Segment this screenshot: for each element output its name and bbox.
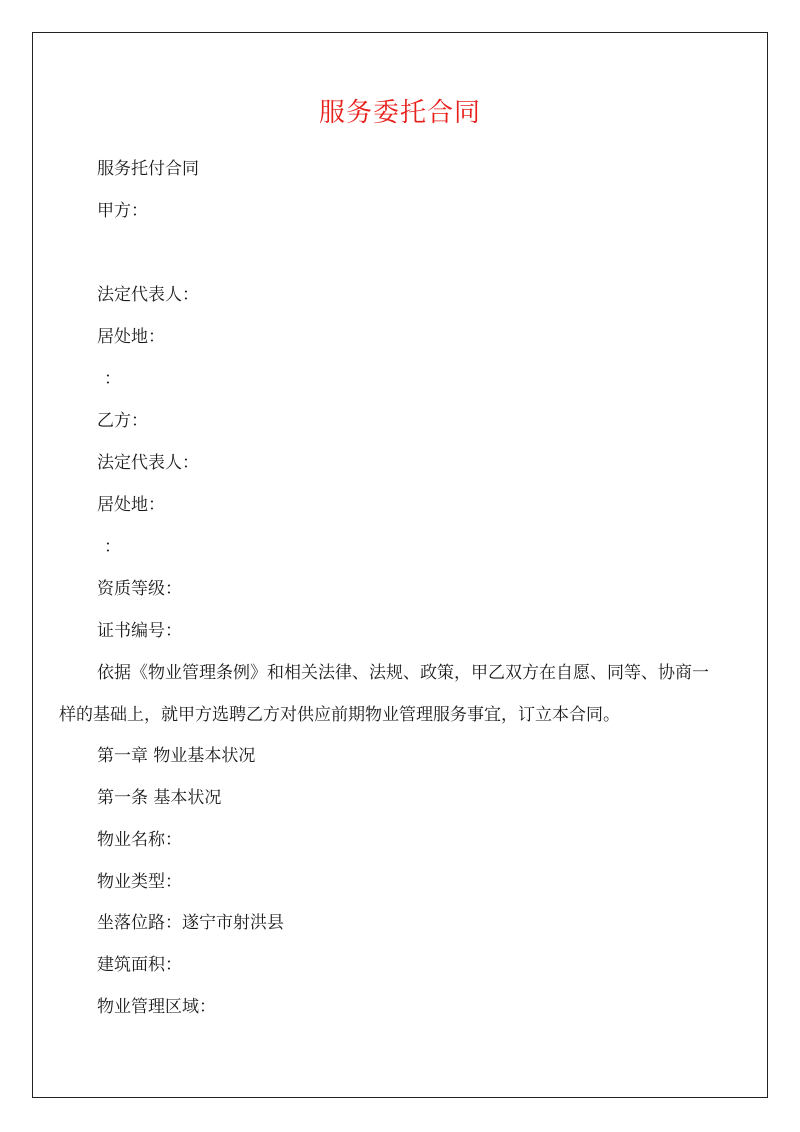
property-name: 物业名称： bbox=[97, 830, 182, 850]
property-location: 坐落位路：遂宁市射洪县 bbox=[97, 913, 284, 933]
party-b-address: 居处地： bbox=[97, 495, 165, 515]
preamble-line-1: 依据《物业管理条例》和相关法律、法规、政策，甲乙双方在自愿、同等、协商一 bbox=[97, 663, 709, 683]
party-a-address: 居处地： bbox=[97, 327, 165, 347]
building-area: 建筑面积： bbox=[97, 955, 182, 975]
party-a-label: 甲方： bbox=[97, 201, 148, 221]
party-b-blank-field: ： bbox=[104, 537, 121, 557]
preamble-line-2: 样的基础上，就甲方选聘乙方对供应前期物业管理服务事宜，订立本合同。 bbox=[59, 705, 620, 725]
certificate-number: 证书编号： bbox=[97, 621, 182, 641]
management-area: 物业管理区域： bbox=[97, 997, 216, 1017]
subtitle-line: 服务托付合同 bbox=[97, 159, 199, 179]
article-heading: 第一条 基本状况 bbox=[97, 788, 222, 808]
party-b-legal-rep: 法定代表人： bbox=[97, 453, 199, 473]
party-b-label: 乙方： bbox=[97, 411, 148, 431]
party-a-blank-field: ： bbox=[104, 369, 121, 389]
qualification-grade: 资质等级： bbox=[97, 579, 182, 599]
chapter-heading: 第一章 物业基本状况 bbox=[97, 746, 256, 766]
party-a-legal-rep: 法定代表人： bbox=[97, 285, 199, 305]
document-title: 服务委托合同 bbox=[318, 98, 481, 128]
property-type: 物业类型： bbox=[97, 872, 182, 892]
page-frame bbox=[32, 32, 768, 1098]
